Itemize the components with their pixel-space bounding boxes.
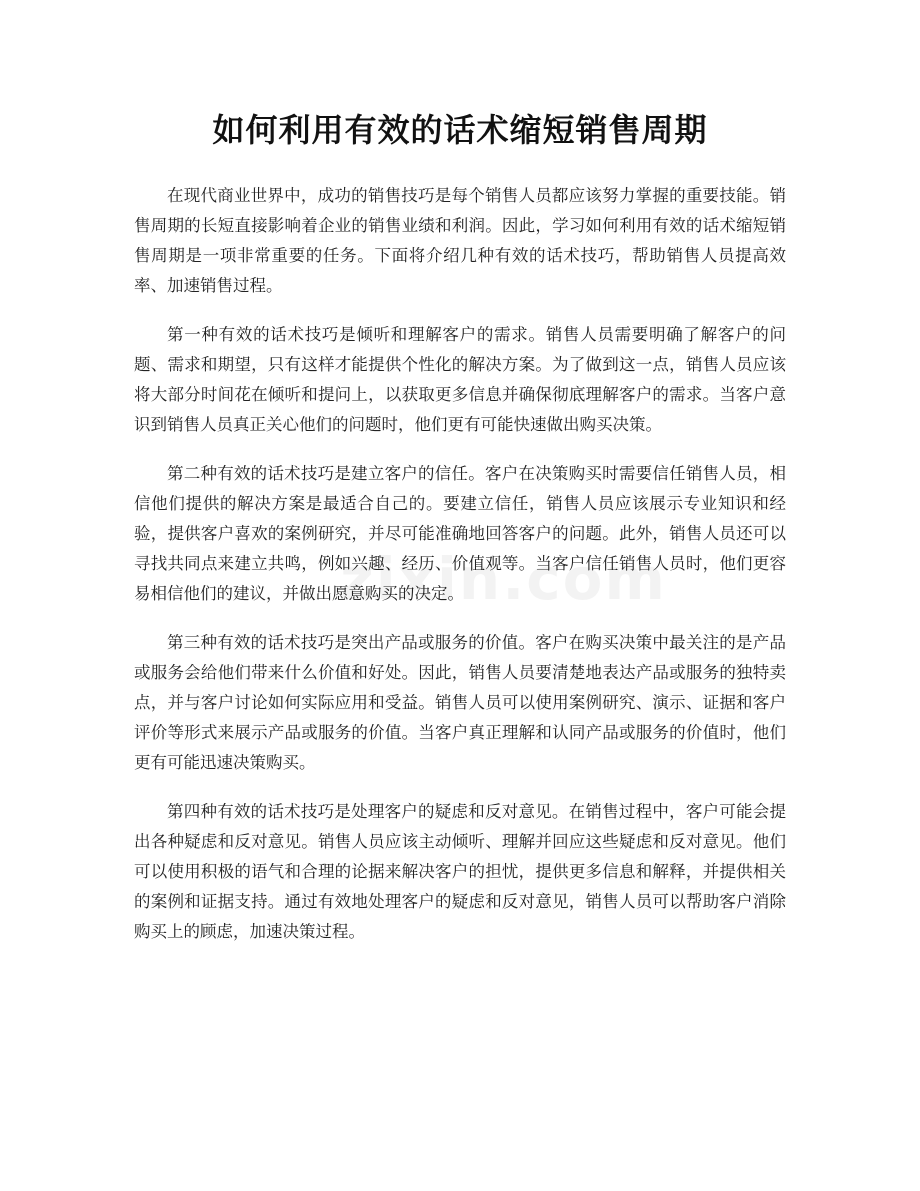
paragraph-technique-4: 第四种有效的话术技巧是处理客户的疑虑和反对意见。在销售过程中，客户可能会提出各种疑虑和反对意见。销售人员应该主动倾听、理解并回应这些疑虑和反对意见。他们可以使用积极的语气和合理的论据来解决客户的担忧，提供更多信息和解释，并提供相关的案例和证据支持。通过有效地处理客户的疑虑和反对意见，销售人员可以帮助客户消除购买上的顾虑，加速决策过程。: [134, 802, 786, 941]
paragraph-technique-3: 第三种有效的话术技巧是突出产品或服务的价值。客户在购买决策中最关注的是产品或服务会给他们带来什么价值和好处。因此，销售人员要清楚地表达产品或服务的独特卖点，并与客户讨论如何实际应用和受益。销售人员可以使用案例研究、演示、证据和客户评价等形式来展示产品或服务的价值。当客户真正理解和认同产品或服务的价值时，他们更有可能迅速决策购买。: [134, 633, 786, 772]
paragraph-technique-1: 第一种有效的话术技巧是倾听和理解客户的需求。销售人员需要明确了解客户的问题、需求和期望，只有这样才能提供个性化的解决方案。为了做到这一点，销售人员应该将大部分时间花在倾听和提问上，以获取更多信息并确保彻底理解客户的需求。当客户意识到销售人员真正关心他们的问题时，他们更有可能快速做出购买决策。: [134, 325, 786, 434]
document-body: [134, 181, 786, 966]
paragraph-technique-2: 第二种有效的话术技巧是建立客户的信任。客户在决策购买时需要信任销售人员，相信他们提供的解决方案是最适合自己的。要建立信任，销售人员应该展示专业知识和经验，提供客户喜欢的案例研究，并尽可能准确地回答客户的问题。此外，销售人员还可以寻找共同点来建立共鸣，例如兴趣、经历、价值观等。当客户信任销售人员时，他们更容易相信他们的建议，并做出愿意购买的决定。: [134, 464, 786, 603]
document-title: 如何利用有效的话术缩短销售周期: [212, 111, 708, 149]
paragraph-intro: 在现代商业世界中，成功的销售技巧是每个销售人员都应该努力掌握的重要技能。销售周期的长短直接影响着企业的销售业绩和利润。因此，学习如何利用有效的话术缩短销售周期是一项非常重要的任务。下面将介绍几种有效的话术技巧，帮助销售人员提高效率、加速销售过程。: [134, 186, 786, 295]
